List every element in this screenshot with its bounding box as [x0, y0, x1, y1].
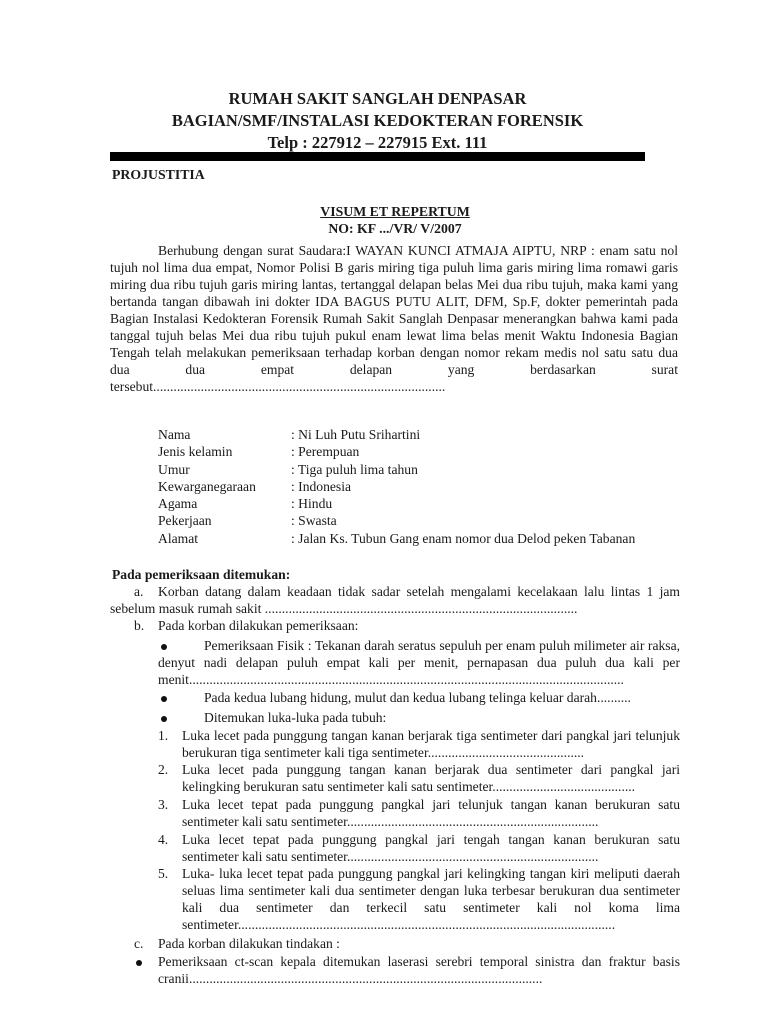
finding-a	[110, 583, 680, 617]
identity-value: : Tiga puluh lima tahun	[291, 461, 418, 477]
identity-label: Jenis kelamin	[158, 444, 233, 460]
wound-number: 2.	[158, 762, 169, 777]
identity-label: Agama	[158, 496, 198, 512]
header-divider	[110, 152, 645, 161]
exam-bullet	[110, 709, 680, 726]
wounds-heading: Ditemukan luka-luka pada tubuh:	[204, 710, 387, 725]
finding-c-text: Pada korban dilakukan tindakan :	[158, 936, 340, 951]
finding-b	[110, 617, 680, 634]
findings-heading: Pada pemeriksaan ditemukan:	[112, 567, 291, 582]
wound-number: 1.	[158, 728, 169, 743]
exam-bullet	[110, 637, 680, 688]
wound-item	[110, 761, 680, 795]
projustitia-label: PROJUSTITIA	[112, 167, 205, 182]
identity-label: Kewarganegaraan	[158, 478, 256, 494]
identity-value: : Ni Luh Putu Srihartini	[291, 427, 421, 442]
ct-scan-text: Pemeriksaan ct-scan kepala ditemukan laserasi serebri temporal sinistra dan fraktur basis cranii........................................................................................................	[158, 954, 680, 986]
wound-text: Luka- luka lecet tepat pada punggung pangkal jari kelingking tangan kiri meliputi daerah seluas lima sentimeter kali dua sentimeter dengan luka terbesar berukuran dua sentimeter kali dua sentimeter dan terkecil satu sentimeter kali nol koma lima sentimeter...............................................................................................................	[182, 866, 680, 932]
identity-label: Alamat	[158, 530, 199, 546]
phone-line: Telp : 227912 – 227915 Ext. 111	[267, 133, 488, 152]
identity-label: Pekerjaan	[158, 513, 212, 529]
identity-label: Umur	[158, 461, 190, 477]
wound-text: Luka lecet tepat pada punggung pangkal jari tengah tangan kanan berukuran satu sentimeter kali satu sentimeter..........................................................................	[182, 832, 680, 864]
physical-exam-text: Pemeriksaan Fisik : Tekanan darah seratus sepuluh per enam puluh milimeter air raksa, denyut nadi delapan puluh empat kali per menit, pernapasan dua puluh dua kali per menit................................................................................................................................	[158, 638, 680, 687]
action-bullet	[110, 953, 680, 987]
identity-value: : Perempuan	[291, 444, 360, 460]
identity-value: : Indonesia	[291, 478, 352, 494]
identity-label: Nama	[158, 427, 191, 442]
letterhead	[110, 88, 645, 154]
list-marker: c.	[134, 936, 144, 951]
bullet-icon	[161, 709, 167, 726]
intro-paragraph: Berhubung dengan surat Saudara:I WAYAN KUNCI ATMAJA AIPTU, NRP : enam satu nol tujuh nol lima dua empat, Nomor Polisi B garis miring tiga puluh lima garis miring lima romawi garis miring dua ribu tujuh garis miring lantas, tertanggal delapan belas Mei dua ribu tujuh, maka kami yang bertanda tangan dibawah ini dokter IDA BAGUS PUTU ALIT, DFM, Sp.F, dokter pemerintah pada Bagian Instalasi Kedokteran Forensik Rumah Sakit Sanglah Denpasar menerangkan bahwa kami pada tanggal tujuh belas Mei dua ribu tujuh pukul enam lewat lima belas menit Waktu Indonesia Bagian Tengah telah melakukan pemeriksaan terhadap korban dengan nomor rekam medis nol satu satu dua dua dua empat delapan yang berdasarkan surat tersebut......................................................................................	[110, 243, 678, 394]
wound-item	[110, 727, 680, 761]
list-marker: a.	[134, 584, 144, 599]
wound-number: 3.	[158, 797, 169, 812]
finding-b-text: Pada korban dilakukan pemeriksaan:	[158, 618, 359, 633]
visum-number: NO: KF .../VR/ V/2007	[328, 221, 462, 236]
identity-value: : Hindu	[291, 496, 333, 512]
bleeding-text: Pada kedua lubang hidung, mulut dan kedua lubang telinga keluar darah..........	[204, 690, 631, 705]
finding-a-text: Korban datang dalam keadaan tidak sadar setelah mengalami kecelakaan lalu lintas 1 jam sebelum masuk rumah sakit ............................................................................................	[110, 584, 680, 616]
department-name: BAGIAN/SMF/INSTALASI KEDOKTERAN FORENSIK	[171, 111, 584, 130]
wound-item	[110, 831, 680, 865]
wound-item	[110, 796, 680, 830]
wound-item	[110, 865, 680, 933]
wound-text: Luka lecet pada punggung tangan kanan berjarak dua sentimeter dari pangkal jari kelingking berukuran satu sentimeter kali satu sentimeter..........................................	[182, 762, 680, 794]
bullet-icon	[136, 953, 142, 970]
wound-text: Luka lecet tepat pada punggung pangkal jari telunjuk tangan kanan berukuran satu sentimeter kali satu sentimeter..........................................................................	[182, 797, 680, 829]
document-title	[110, 203, 680, 237]
wound-number: 4.	[158, 832, 169, 847]
list-marker: b.	[134, 618, 145, 633]
bullet-icon	[161, 689, 167, 706]
hospital-name: RUMAH SAKIT SANGLAH DENPASAR	[228, 89, 527, 108]
finding-c	[110, 935, 680, 952]
wound-text: Luka lecet pada punggung tangan kanan berjarak tiga sentimeter dari pangkal jari telunjuk berukuran tiga sentimeter kali tiga sentimeter..............................................	[182, 728, 680, 760]
exam-bullet	[110, 689, 680, 706]
identity-value: : Jalan Ks. Tubun Gang enam nomor dua Delod peken Tabanan	[291, 530, 636, 546]
wound-number: 5.	[158, 866, 169, 881]
identity-value: : Swasta	[291, 513, 337, 529]
visum-title: VISUM ET REPERTUM	[320, 204, 470, 219]
